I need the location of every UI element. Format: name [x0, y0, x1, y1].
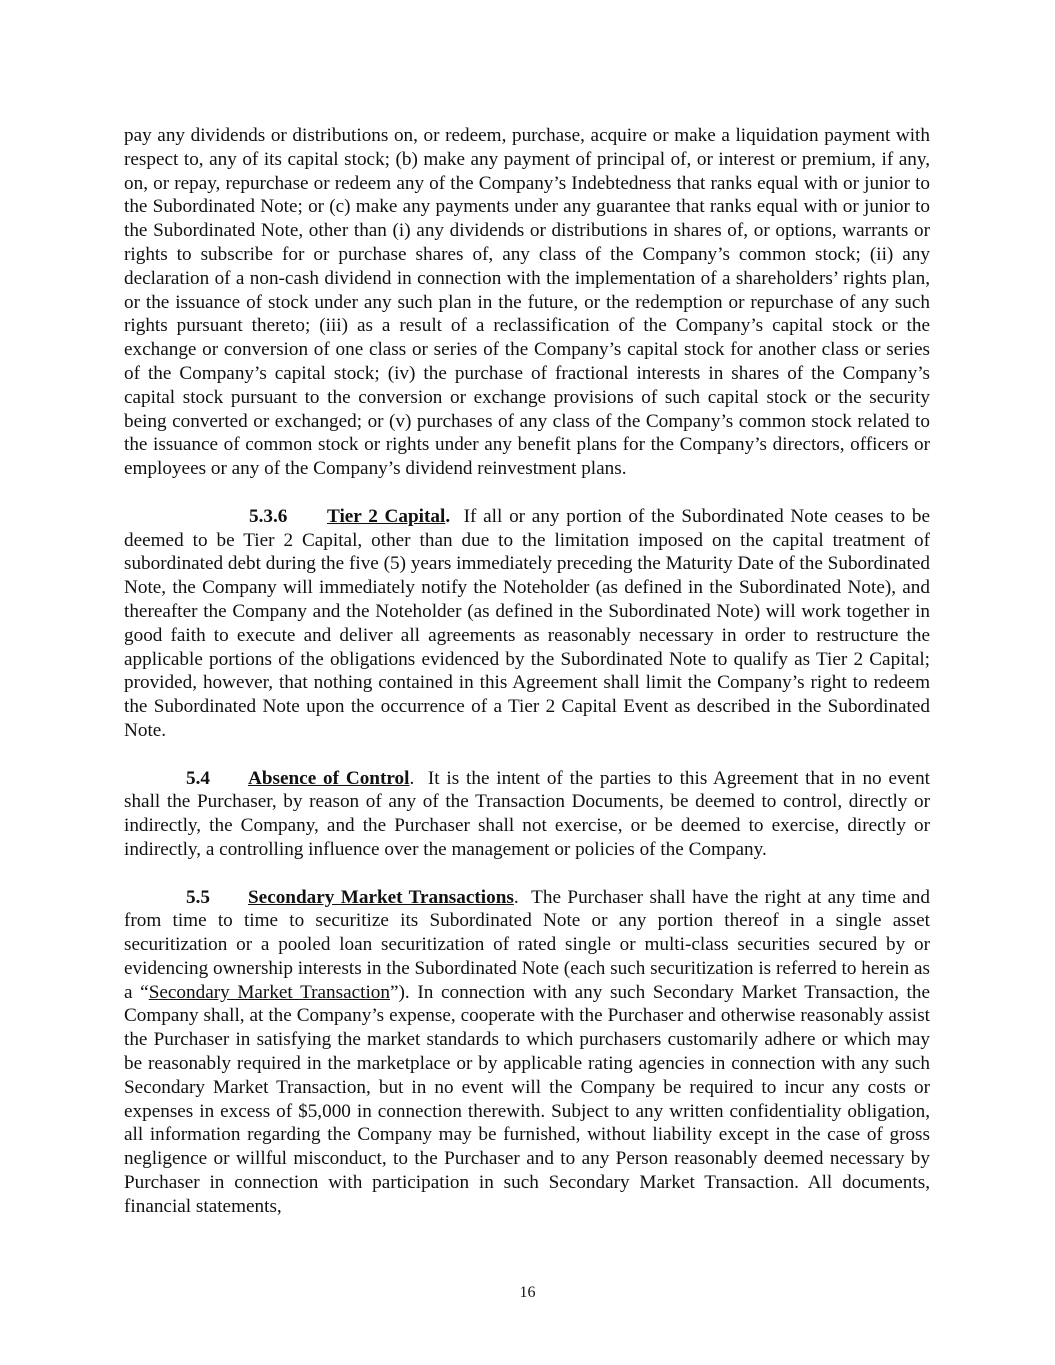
section-body: If all or any portion of the Subordinated Note ceases to be deemed to be Tier 2 Capital, other than due to the limitation imposed on the capital treatment of subordinated debt during the five (5) years immediately preceding the Maturity Date of the Subordinated Note, the Company will immediately notify the Noteholder (as defined in the Subordinated Note), and thereafter the Company and the Noteholder (as defined in the Subordinated Note) will work together in good faith to execute and deliver all agreements as reasonably necessary in order to restructure the applicable portions of the obligations evidenced by the Subordinated Note to qualify as Tier 2 Capital; provided, however, that nothing contained in this Agreement shall limit the Company’s right to redeem the Subordinated Note upon the occurrence of a Tier 2 Capital Event as described in the Subordinated Note. — [124, 505, 930, 741]
section-5-5 — [124, 886, 930, 1219]
section-number: 5.3.6 — [249, 505, 288, 527]
document-page — [124, 124, 930, 1219]
section-body: It is the intent of the parties to this Agreement that in no event shall the Purchaser, by reason of any of the Transaction Documents, be deemed to control, directly or indirectly, the Company, and the Purchaser shall not exercise, or be deemed to exercise, directly or indirectly, a controlling influence over the management or policies of the Company. — [124, 767, 930, 860]
section-number: 5.4 — [186, 767, 210, 789]
heading-punctuation: . — [409, 767, 415, 789]
section-heading: Secondary Market Transactions — [248, 886, 514, 908]
page-number: 16 — [519, 1284, 536, 1301]
heading-punctuation: . — [445, 505, 451, 527]
section-heading: Absence of Control — [248, 767, 410, 789]
section-number: 5.5 — [186, 886, 210, 908]
section-5-3-6 — [124, 505, 930, 743]
heading-punctuation: . — [513, 886, 519, 908]
paragraph-continuation: pay any dividends or distributions on, or redeem, purchase, acquire or make a liquidation payment with respect to, any of its capital stock; (b) make any payment of principal of, or interest or premium, if any, on, or repay, repurchase or redeem any of the Company’s Indebtedness that ranks equal with or junior to the Subordinated Note; or (c) make any payments under any guarantee that ranks equal with or junior to the Subordinated Note, other than (i) any dividends or distributions in shares of, or options, warrants or rights to subscribe for or purchase shares of, any class of the Company’s common stock; (ii) any declaration of a non-cash dividend in connection with the implementation of a shareholders’ rights plan, or the issuance of stock under any such plan in the future, or the redemption or repurchase of any such rights pursuant thereto; (iii) as a result of a reclassification of the Company’s capital stock or the exchange or conversion of one class or series of the Company’s capital stock for another class or series of the Company’s capital stock; (iv) the purchase of fractional interests in shares of the Company’s capital stock pursuant to the conversion or exchange provisions of such capital stock or the security being converted or exchanged; or (v) purchases of any class of the Company’s common stock related to the issuance of common stock or rights under any benefit plans for the Company’s directors, officers or employees or any of the Company’s dividend reinvestment plans. — [124, 125, 930, 480]
section-body-part-2: ”). In connection with any such Secondary Market Transaction, the Company shall, at the Company’s expense, cooperate with the Purchaser and otherwise reasonably assist the Purchaser in satisfying the market standards to which purchasers customarily adhere or which may be reasonably required in the marketplace or by applicable rating agencies in connection with any such Secondary Market Transaction, but in no event will the Company be required to incur any costs or expenses in excess of $5,000 in connection therewith. Subject to any written confidentiality obligation, all information regarding the Company may be furnished, without liability except in the case of gross negligence or willful misconduct, to the Purchaser and to any Person reasonably deemed necessary by Purchaser in connection with participation in such Secondary Market Transaction. All documents, financial statements, — [124, 981, 930, 1217]
defined-term: Secondary Market Transaction — [148, 981, 390, 1003]
section-body-part-1: The Purchaser shall have the right at any time and from time to time to securitize its Subordinated Note or any portion thereof in a single asset securitization or a pooled loan securitization of rated single or multi-class securities secured by or evidencing ownership interests in the Subordinated Note (each such securitization is referred to herein as a “ — [124, 886, 930, 1003]
section-heading: Tier 2 Capital — [327, 505, 446, 527]
section-5-4 — [124, 767, 930, 862]
